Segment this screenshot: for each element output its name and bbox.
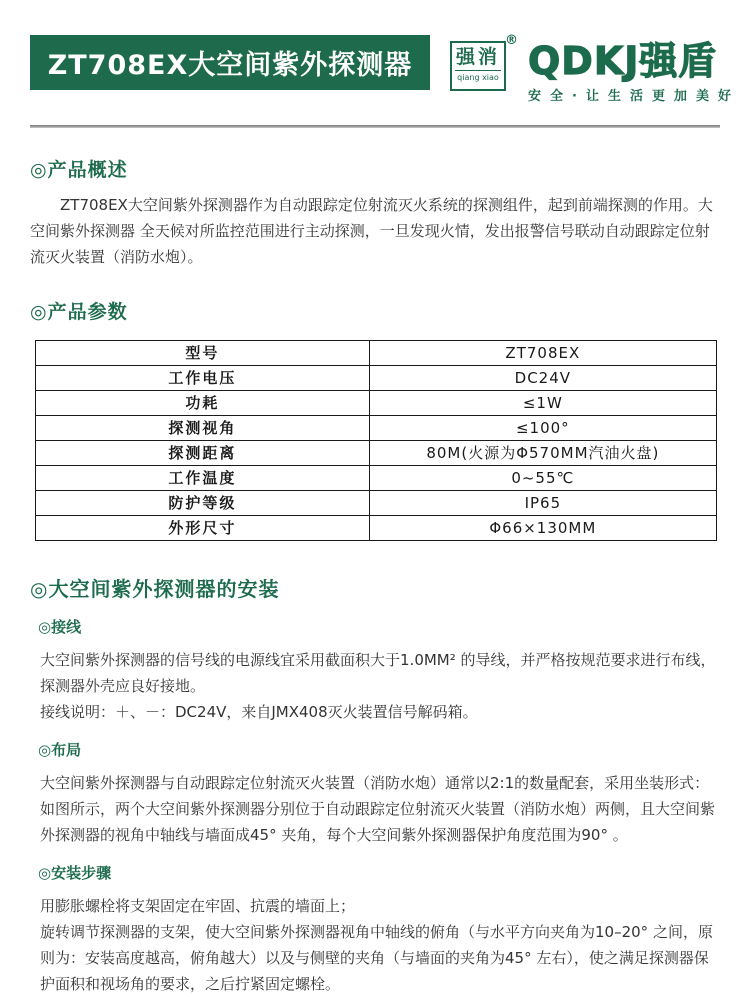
steps-subheading: ◎安装步骤 [38,864,112,882]
table-row [36,341,717,366]
param-label-cell: 功耗 [36,391,370,416]
layout-subheading: ◎布局 [38,741,82,759]
qiangxiao-pinyin: qiang xiao [455,70,501,84]
table-row [36,441,717,466]
steps-line-1: 用膨胀螺栓将支架固定在牢固、抗震的墙面上； [40,897,356,915]
table-row [36,466,717,491]
param-label-cell: 防护等级 [36,491,370,516]
params-table [35,340,717,541]
param-label-cell: 工作温度 [36,466,370,491]
registered-trademark-icon: ® [505,33,518,48]
header-divider [30,125,720,128]
param-label-cell: 型号 [36,341,370,366]
param-value-cell: 80M(火源为Φ570MM汽油火盘) [369,441,716,466]
qdkj-wordmark-block [528,41,740,104]
param-value-cell: ZT708EX [369,341,716,366]
table-row [36,416,717,441]
param-value-cell: 0~55℃ [369,466,716,491]
param-value-cell: DC24V [369,366,716,391]
brand-tagline: 安全·让生活更加美好 [528,89,740,104]
wiring-paragraph: 大空间紫外探测器的信号线的电源线宜采用截面积大于1.0MM² 的导线，并严格按规范要求进行布线，探测器外壳应良好接地。 [40,651,716,695]
wiring-note: 接线说明：＋、－：DC24V，来自JMX408灭火装置信号解码箱。 [40,703,478,721]
qiangxiao-logo-box [450,33,518,91]
page-title: ZT708EX大空间紫外探测器 [30,35,430,90]
param-value-cell: ≤100° [369,416,716,441]
param-value-cell: ≤1W [369,391,716,416]
qdkj-wordmark: QDKJ强盾 [528,39,718,83]
table-row [36,516,717,541]
wiring-subheading: ◎接线 [38,618,82,636]
param-label-cell: 外形尺寸 [36,516,370,541]
table-row [36,491,717,516]
section-params-heading: ◎产品参数 [30,301,128,323]
steps-paragraph: 旋转调节探测器的支架，使大空间紫外探测器视角中轴线的俯角（与水平方向夹角为10–20° 之间，原则为：安装高度越高，俯角越大）以及与侧壁的夹角（与墙面的夹角为45° 左右），使之满足探测器保护面积和视场角的要求，之后拧紧固定螺栓。 [40,923,713,993]
table-row [36,391,717,416]
brand-logo [450,35,740,104]
param-value-cell: Φ66×130MM [369,516,716,541]
section-overview-heading: ◎产品概述 [30,159,128,181]
table-row [36,366,717,391]
qiangxiao-logo-text: 强消 [455,46,500,68]
overview-paragraph: ZT708EX大空间紫外探测器作为自动跟踪定位射流灭火系统的探测组件，起到前端探测的作用。大空间紫外探测器 全天候对所监控范围进行主动探测，一旦发现火情，发出报警信号联动自动跟踪定位射流灭火装置（消防水炮）。 [30,196,713,266]
param-label-cell: 探测视角 [36,416,370,441]
layout-paragraph: 大空间紫外探测器与自动跟踪定位射流灭火装置（消防水炮）通常以2:1的数量配套，采用坐装形式：如图所示，两个大空间紫外探测器分别位于自动跟踪定位射流灭火装置（消防水炮）两侧，且大空间紫外探测器的视角中轴线与墙面成45° 夹角，每个大空间紫外探测器保护角度范围为90° 。 [40,774,716,844]
section-install-heading: ◎大空间紫外探测器的安装 [30,577,280,601]
param-label-cell: 工作电压 [36,366,370,391]
param-value-cell: IP65 [369,491,716,516]
header [30,33,740,104]
param-label-cell: 探测距离 [36,441,370,466]
